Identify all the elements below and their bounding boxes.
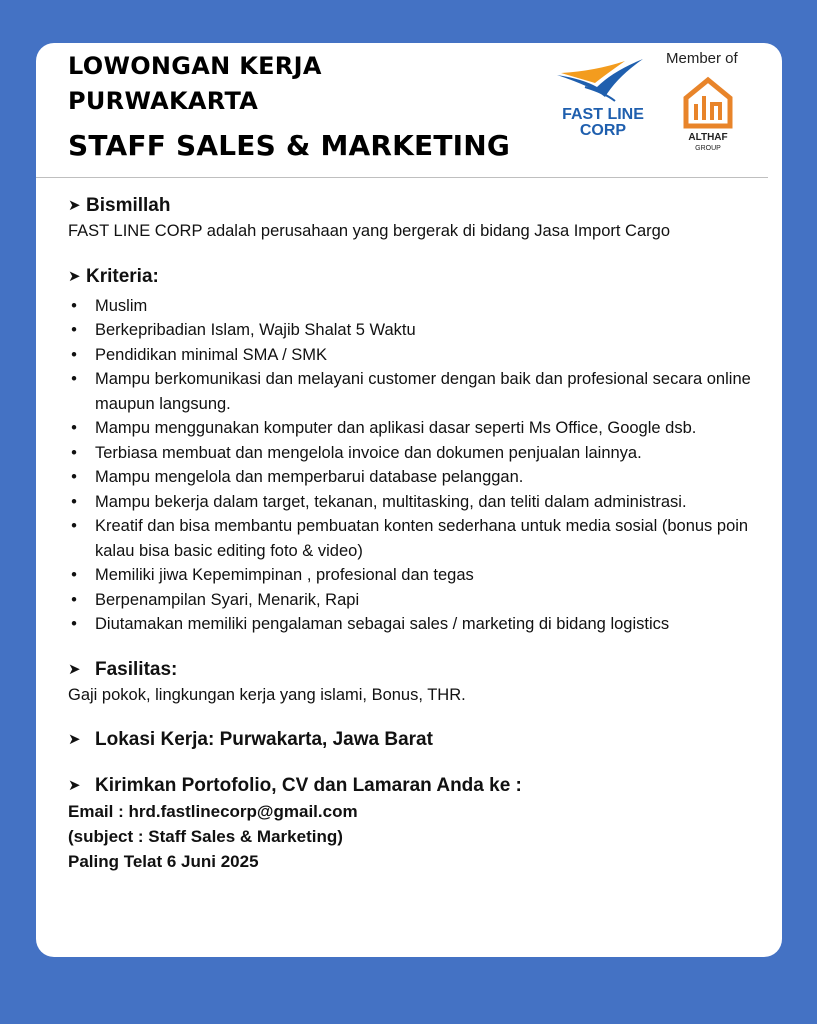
bullet-dot-icon: • — [71, 345, 77, 364]
althaf-logo-text-2: GROUP — [695, 145, 721, 152]
althaf-group-logo — [680, 76, 736, 152]
bullet-dot-icon: • — [71, 370, 77, 388]
bullet-dot-icon: • — [71, 443, 77, 462]
section-lokasi-heading — [68, 727, 768, 753]
member-of-label: Member of — [666, 50, 738, 67]
section-heading-text: Bismillah — [86, 195, 171, 216]
althaf-logo-house — [686, 80, 730, 126]
bullet-dot-icon: • — [71, 615, 77, 633]
facilities-text: Gaji pokok, lingkungan kerja yang islami, Bonus, THR. — [68, 685, 466, 704]
criteria-list — [68, 294, 768, 637]
company-description: FAST LINE CORP adalah perusahaan yang bergerak di bidang Jasa Import Cargo — [68, 222, 670, 240]
criteria-item: • Berpenampilan Syari, Menarik, Rapi — [68, 588, 768, 613]
criteria-item: • Berkepribadian Islam, Wajib Shalat 5 Waktu — [68, 318, 768, 343]
fastline-corp-logo — [555, 57, 651, 139]
section-kirim-heading — [68, 773, 768, 799]
althaf-logo-text-1: ALTHAF — [688, 132, 728, 143]
title-line-2: PURWAKARTA — [68, 87, 259, 115]
arrow-bullet-icon: ➤ — [68, 197, 81, 214]
bullet-dot-icon: • — [71, 296, 77, 315]
bullet-dot-icon: • — [71, 468, 77, 486]
header-divider — [36, 177, 768, 178]
bullet-dot-icon: • — [71, 590, 77, 609]
criteria-item: • Kreatif dan bisa membantu pembuatan konten sederhana untuk media sosial (bonus poin kalau bisa basic editing foto & video) — [68, 514, 768, 563]
fastline-logo-text-1: FAST LINE — [562, 106, 644, 123]
criteria-item: • Mampu bekerja dalam target, tekanan, multitasking, dan teliti dalam administrasi. — [68, 490, 768, 515]
email-subject: (subject : Staff Sales & Marketing) — [68, 827, 343, 846]
job-poster-card — [36, 43, 782, 957]
criteria-item: • Diutamakan memiliki pengalaman sebagai sales / marketing di bidang logistics — [68, 612, 768, 637]
criteria-item: • Memiliki jiwa Kepemimpinan , profesional dan tegas — [68, 563, 768, 588]
bullet-dot-icon: • — [71, 492, 77, 511]
bullet-dot-icon: • — [71, 517, 77, 535]
bullet-dot-icon: • — [71, 321, 77, 339]
contact-email: Email : hrd.fastlinecorp@gmail.com — [68, 802, 358, 821]
application-deadline: Paling Telat 6 Juni 2025 — [68, 852, 259, 871]
althaf-logo-calligraphy — [696, 96, 720, 120]
title-line-1: LOWONGAN KERJA — [68, 52, 322, 80]
criteria-item: • Mampu menggunakan komputer dan aplikasi dasar seperti Ms Office, Google dsb. — [68, 416, 768, 441]
arrow-bullet-icon: ➤ — [68, 731, 81, 748]
section-heading-text: Kriteria: — [86, 265, 159, 287]
poster-body — [68, 193, 768, 874]
job-title: STAFF SALES & MARKETING — [68, 129, 511, 162]
criteria-item: • Mampu berkomunikasi dan melayani customer dengan baik dan profesional secara online maupun langsung. — [68, 367, 768, 416]
section-heading-text: Kirimkan Portofolio, CV dan Lamaran Anda ke : — [95, 775, 522, 796]
section-heading-text: Lokasi Kerja: Purwakarta, Jawa Barat — [95, 729, 433, 750]
bullet-dot-icon: • — [71, 419, 77, 437]
section-heading-text: Fasilitas: — [95, 658, 178, 680]
arrow-bullet-icon: ➤ — [68, 660, 81, 678]
arrow-bullet-icon: ➤ — [68, 267, 81, 285]
arrow-bullet-icon: ➤ — [68, 777, 81, 794]
criteria-item: • Muslim — [68, 294, 768, 319]
bullet-dot-icon: • — [71, 566, 77, 584]
criteria-item: • Terbiasa membuat dan mengelola invoice dan dokumen penjualan lainnya. — [68, 441, 768, 466]
criteria-item: • Pendidikan minimal SMA / SMK — [68, 343, 768, 368]
criteria-item: • Mampu mengelola dan memperbarui database pelanggan. — [68, 465, 768, 490]
fastline-logo-text-2: CORP — [579, 122, 627, 139]
section-kriteria-heading — [68, 264, 768, 290]
poster-header — [36, 43, 782, 177]
section-bismillah-heading — [68, 193, 768, 219]
section-fasilitas-heading — [68, 657, 768, 683]
